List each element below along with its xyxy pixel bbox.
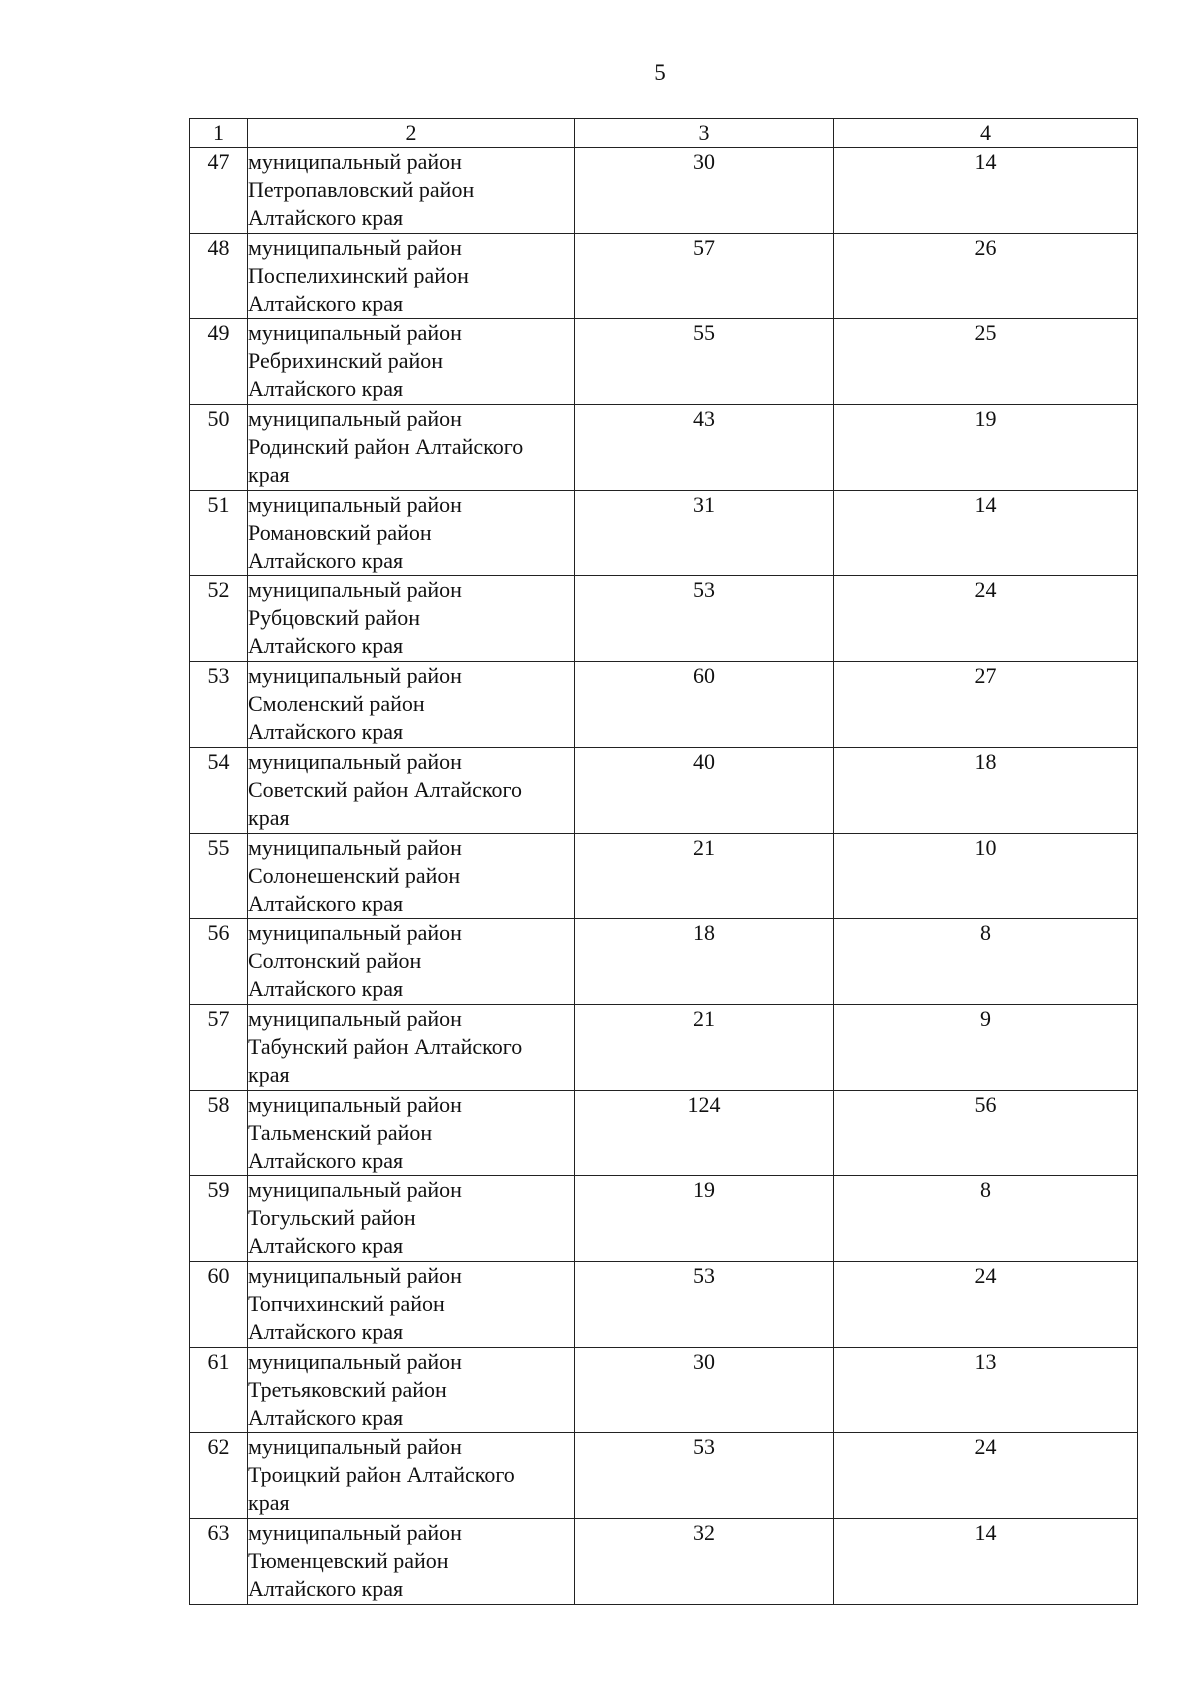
column-header-3: 3 xyxy=(575,119,834,148)
district-name-line: Тогульский район xyxy=(248,1205,416,1231)
district-name-line: Алтайского края xyxy=(248,290,404,316)
table-row xyxy=(190,576,1138,662)
district-name-line: Советский район Алтайского xyxy=(248,776,522,802)
district-name-line: Тальменский район xyxy=(248,1119,433,1145)
column-4-value-cell: 56 xyxy=(834,1090,1138,1176)
district-name-line: муниципальный район xyxy=(248,1091,462,1117)
district-name-line: муниципальный район xyxy=(248,1262,462,1288)
column-4-value-cell: 24 xyxy=(834,1433,1138,1519)
table-row xyxy=(190,1004,1138,1090)
table-row xyxy=(190,319,1138,405)
column-3-value-cell: 19 xyxy=(575,1176,834,1262)
row-number-cell: 60 xyxy=(190,1261,248,1347)
table-row xyxy=(190,1519,1138,1605)
table-row xyxy=(190,1261,1138,1347)
district-name-line: Ребрихинский район xyxy=(248,348,444,374)
district-name-line: муниципальный район xyxy=(248,1177,462,1203)
district-name-line: края xyxy=(248,1061,290,1087)
row-number-cell: 61 xyxy=(190,1347,248,1433)
district-name-line: Алтайского края xyxy=(248,719,404,745)
district-name-line: муниципальный район xyxy=(248,663,462,689)
column-4-value-cell: 14 xyxy=(834,1519,1138,1605)
column-4-value-cell: 26 xyxy=(834,233,1138,319)
district-name-line: Смоленский район xyxy=(248,691,425,717)
table-row xyxy=(190,1433,1138,1519)
row-number-cell: 47 xyxy=(190,148,248,234)
table-row xyxy=(190,1176,1138,1262)
table-row xyxy=(190,1347,1138,1433)
districts-table xyxy=(189,118,1138,1605)
column-3-value-cell: 32 xyxy=(575,1519,834,1605)
table-row xyxy=(190,919,1138,1005)
district-name-line: Солонешенский район xyxy=(248,862,461,888)
column-4-value-cell: 13 xyxy=(834,1347,1138,1433)
table-row xyxy=(190,833,1138,919)
column-3-value-cell: 43 xyxy=(575,405,834,491)
column-4-value-cell: 14 xyxy=(834,490,1138,576)
district-name-line: Третьяковский район xyxy=(248,1376,447,1402)
district-name-line: края xyxy=(248,1490,290,1516)
district-name-line: Родинский район Алтайского xyxy=(248,434,524,460)
column-4-value-cell: 10 xyxy=(834,833,1138,919)
district-name-line: муниципальный район xyxy=(248,577,462,603)
column-4-value-cell: 27 xyxy=(834,662,1138,748)
district-name-line: Алтайского края xyxy=(248,976,404,1002)
district-name-line: муниципальный район xyxy=(248,920,462,946)
column-4-value-cell: 18 xyxy=(834,747,1138,833)
district-name-line: Поспелихинский район xyxy=(248,262,469,288)
row-number-cell: 63 xyxy=(190,1519,248,1605)
district-name-cell xyxy=(248,576,575,662)
district-name-line: муниципальный район xyxy=(248,406,462,432)
column-header-4: 4 xyxy=(834,119,1138,148)
district-name-cell xyxy=(248,1433,575,1519)
row-number-cell: 48 xyxy=(190,233,248,319)
district-name-cell xyxy=(248,1261,575,1347)
district-name-cell xyxy=(248,662,575,748)
district-name-line: Алтайского края xyxy=(248,376,404,402)
column-3-value-cell: 40 xyxy=(575,747,834,833)
table-body xyxy=(190,148,1138,1605)
district-name-line: муниципальный район xyxy=(248,834,462,860)
district-name-cell xyxy=(248,1090,575,1176)
page-number: 5 xyxy=(654,60,666,85)
column-3-value-cell: 21 xyxy=(575,1004,834,1090)
column-4-value-cell: 25 xyxy=(834,319,1138,405)
column-4-value-cell: 8 xyxy=(834,1176,1138,1262)
row-number-cell: 54 xyxy=(190,747,248,833)
column-4-value-cell: 19 xyxy=(834,405,1138,491)
district-name-line: муниципальный район xyxy=(248,748,462,774)
district-name-cell xyxy=(248,1519,575,1605)
district-name-cell xyxy=(248,919,575,1005)
column-3-value-cell: 53 xyxy=(575,1433,834,1519)
district-name-line: Алтайского края xyxy=(248,547,404,573)
district-name-line: муниципальный район xyxy=(248,234,462,260)
table-header xyxy=(190,119,1138,148)
column-4-value-cell: 8 xyxy=(834,919,1138,1005)
district-name-line: Алтайского края xyxy=(248,1233,404,1259)
district-name-cell xyxy=(248,833,575,919)
district-name-line: муниципальный район xyxy=(248,149,462,174)
district-name-line: муниципальный район xyxy=(248,1434,462,1460)
row-number-cell: 51 xyxy=(190,490,248,576)
row-number-cell: 49 xyxy=(190,319,248,405)
district-name-line: Троицкий район Алтайского xyxy=(248,1462,515,1488)
column-3-value-cell: 21 xyxy=(575,833,834,919)
district-name-line: Тюменцевский район xyxy=(248,1548,449,1573)
table-row xyxy=(190,405,1138,491)
column-3-value-cell: 18 xyxy=(575,919,834,1005)
column-3-value-cell: 53 xyxy=(575,1261,834,1347)
district-name-cell xyxy=(248,233,575,319)
district-name-line: Петропавловский район xyxy=(248,177,475,202)
column-4-value-cell: 9 xyxy=(834,1004,1138,1090)
district-name-cell xyxy=(248,1176,575,1262)
column-4-value-cell: 24 xyxy=(834,1261,1138,1347)
table-row xyxy=(190,233,1138,319)
table-row xyxy=(190,490,1138,576)
table-row xyxy=(190,747,1138,833)
district-name-line: Алтайского края xyxy=(248,1404,404,1430)
column-3-value-cell: 124 xyxy=(575,1090,834,1176)
district-name-line: края xyxy=(248,462,290,488)
row-number-cell: 52 xyxy=(190,576,248,662)
district-name-line: Солтонский район xyxy=(248,948,422,974)
district-name-line: Алтайского края xyxy=(248,1147,404,1173)
district-name-line: муниципальный район xyxy=(248,1005,462,1031)
column-3-value-cell: 60 xyxy=(575,662,834,748)
column-3-value-cell: 57 xyxy=(575,233,834,319)
column-header-1: 1 xyxy=(190,119,248,148)
district-name-line: Алтайского края xyxy=(248,890,404,916)
row-number-cell: 55 xyxy=(190,833,248,919)
district-name-cell xyxy=(248,319,575,405)
column-4-value-cell: 14 xyxy=(834,148,1138,234)
district-name-cell xyxy=(248,1004,575,1090)
table-row xyxy=(190,148,1138,234)
district-name-line: Романовский район xyxy=(248,519,432,545)
district-name-line: Алтайского края xyxy=(248,1576,404,1601)
district-name-line: муниципальный район xyxy=(248,320,462,346)
column-3-value-cell: 53 xyxy=(575,576,834,662)
district-name-cell xyxy=(248,490,575,576)
column-3-value-cell: 55 xyxy=(575,319,834,405)
district-name-line: муниципальный район xyxy=(248,491,462,517)
district-name-cell xyxy=(248,747,575,833)
row-number-cell: 50 xyxy=(190,405,248,491)
row-number-cell: 56 xyxy=(190,919,248,1005)
row-number-cell: 53 xyxy=(190,662,248,748)
header-row xyxy=(190,119,1138,148)
district-name-line: Топчихинский район xyxy=(248,1290,445,1316)
column-3-value-cell: 30 xyxy=(575,1347,834,1433)
district-name-cell xyxy=(248,148,575,234)
column-4-value-cell: 24 xyxy=(834,576,1138,662)
district-name-line: Рубцовский район xyxy=(248,605,420,631)
column-3-value-cell: 30 xyxy=(575,148,834,234)
row-number-cell: 62 xyxy=(190,1433,248,1519)
row-number-cell: 58 xyxy=(190,1090,248,1176)
district-name-cell xyxy=(248,405,575,491)
district-name-line: муниципальный район xyxy=(248,1348,462,1374)
district-name-line: Алтайского края xyxy=(248,205,404,230)
table-row xyxy=(190,1090,1138,1176)
row-number-cell: 57 xyxy=(190,1004,248,1090)
table-row xyxy=(190,662,1138,748)
district-name-line: Алтайского края xyxy=(248,1318,404,1344)
district-name-line: Табунский район Алтайского xyxy=(248,1033,523,1059)
district-name-line: муниципальный район xyxy=(248,1520,462,1545)
row-number-cell: 59 xyxy=(190,1176,248,1262)
district-name-line: Алтайского края xyxy=(248,633,404,659)
column-header-2: 2 xyxy=(248,119,575,148)
district-name-line: края xyxy=(248,804,290,830)
district-name-cell xyxy=(248,1347,575,1433)
column-3-value-cell: 31 xyxy=(575,490,834,576)
